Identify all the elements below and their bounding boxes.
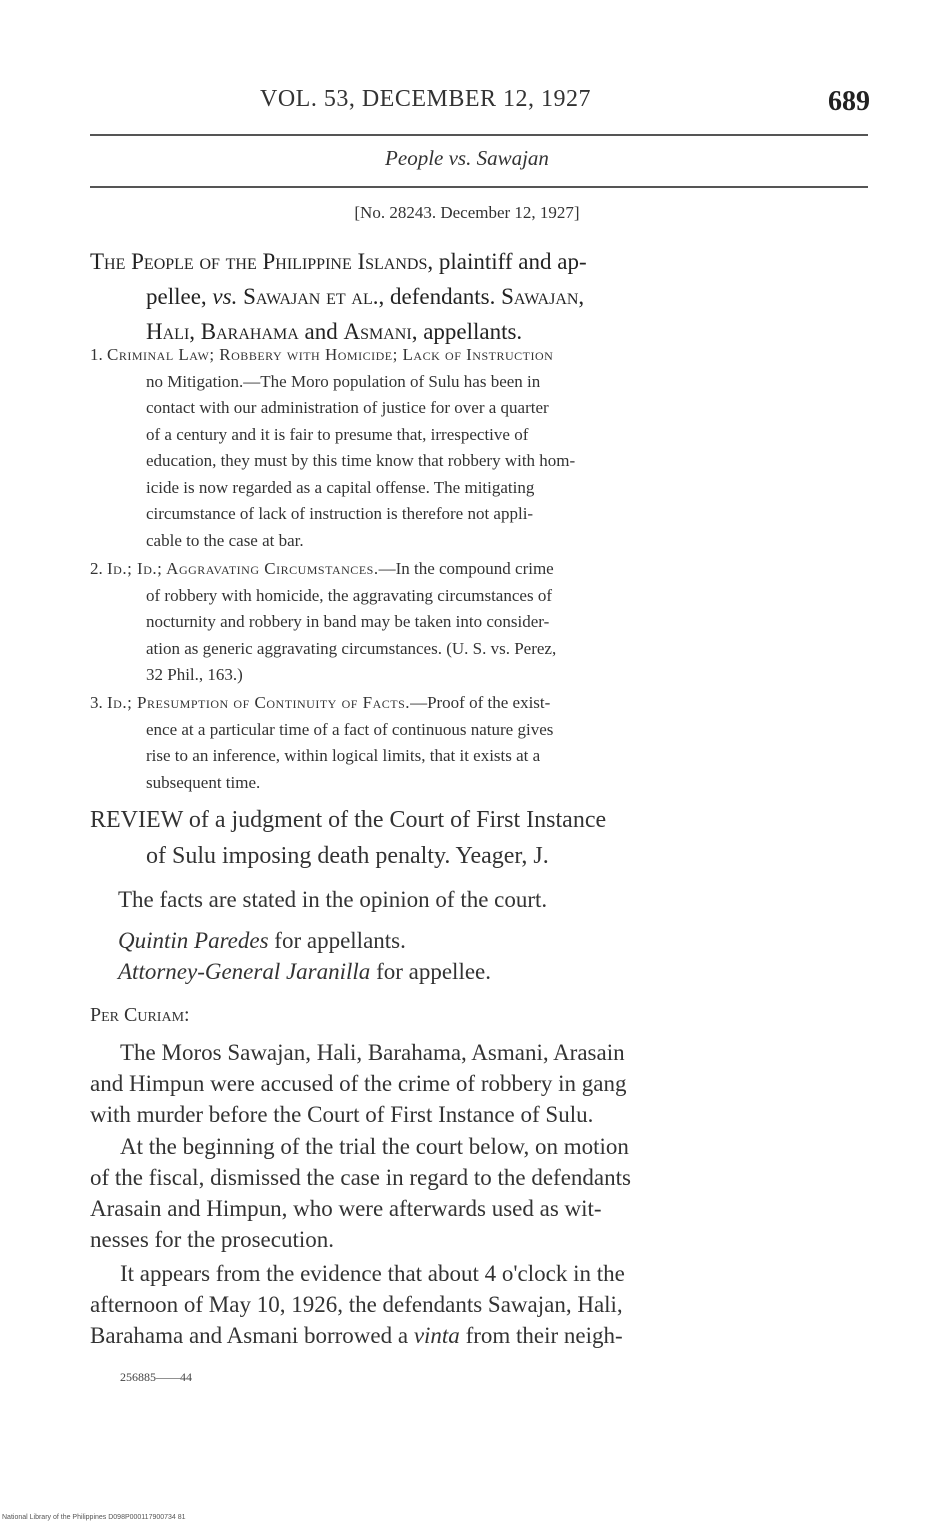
syllabus-number: 2. xyxy=(90,559,107,578)
syllabus-heading: Criminal Law; Robbery with Homicide; Lack of Instruction xyxy=(107,345,554,364)
syllabus-line: nocturnity and robbery in band may be taken into consider- xyxy=(146,612,550,631)
party-role: , appellants. xyxy=(411,319,523,344)
parties-line-2 xyxy=(90,279,870,314)
review-line-1: REVIEW of a judgment of the Court of First Instance xyxy=(90,807,607,833)
party-role: and xyxy=(298,319,344,344)
parties-line-1 xyxy=(90,244,870,279)
syllabus-line: subsequent time. xyxy=(146,772,261,792)
syllabus-heading: Id.; Presumption of Continuity of Facts. xyxy=(107,693,411,712)
paragraph-line xyxy=(90,1320,870,1351)
paragraph-line: with murder before the Court of First Instance of Sulu. xyxy=(90,1102,594,1127)
syllabus-head-line xyxy=(90,690,868,717)
syllabus-line: 32 Phil., 163.) xyxy=(146,665,243,684)
review-line-2: of Sulu imposing death penalty. Yeager, J. xyxy=(146,843,549,869)
counsel-name: Attorney-General Jaranilla xyxy=(118,959,371,984)
counsel-block xyxy=(118,925,878,987)
per-curiam-heading: Per Curiam: xyxy=(90,1004,190,1026)
docket-number: [No. 28243. December 12, 1927] xyxy=(354,203,580,222)
counsel-appellee xyxy=(118,956,878,987)
party-role: , defendants. xyxy=(378,284,502,309)
syllabus-line: ation as generic aggravating circumstances. (U. S. vs. Perez, xyxy=(146,638,557,658)
party-role: , plaintiff and ap- xyxy=(427,249,587,274)
syllabus-line: ence at a particular time of a fact of continuous nature gives xyxy=(146,719,554,739)
syllabus-text: —Proof of the exist- xyxy=(410,693,551,712)
party-appellant: Sawajan, xyxy=(501,284,585,309)
counsel-role: for appellants. xyxy=(268,928,406,953)
page-number: 689 xyxy=(828,86,870,117)
syllabus-line: circumstance of lack of instruction is therefore not appli- xyxy=(146,504,534,523)
paragraph-line: afternoon of May 10, 1926, the defendants Sawajan, Hali, xyxy=(90,1292,623,1317)
paragraph-3 xyxy=(90,1258,870,1351)
facts-statement: The facts are stated in the opinion of the court. xyxy=(118,887,548,912)
paragraph-line: and Himpun were accused of the crime of robbery in gang xyxy=(90,1071,627,1096)
syllabus-line: of robbery with homicide, the aggravating circumstances of xyxy=(146,585,552,605)
syllabus-line: education, they must by this time know that robbery with hom- xyxy=(146,451,576,470)
counsel-appellants xyxy=(118,925,878,956)
paragraph-line: of the fiscal, dismissed the case in regard to the defendants xyxy=(90,1165,631,1190)
syllabus-text: —In the compound crime xyxy=(378,559,554,578)
footer-code: 256885——44 xyxy=(120,1370,192,1384)
syllabus-line: icide is now regarded as a capital offense. The mitigating xyxy=(146,477,535,497)
counsel-role: for appellee. xyxy=(370,959,491,984)
counsel-name: Quintin Paredes xyxy=(118,928,269,953)
paragraph-line: The Moros Sawajan, Hali, Barahama, Asmani, Arasain xyxy=(120,1040,625,1065)
party-defendants: Sawajan et al. xyxy=(237,284,379,309)
syllabus-head-line xyxy=(90,342,868,369)
paragraph-italic: vinta xyxy=(413,1323,460,1348)
party-plaintiff: The People of the Philippine Islands xyxy=(90,249,428,274)
syllabus-line: cable to the case at bar. xyxy=(146,530,304,550)
paragraph-1 xyxy=(90,1037,870,1130)
title-rule xyxy=(90,186,868,188)
syllabus-line: of a century and it is fair to presume that, irrespective of xyxy=(146,424,529,444)
party-appellant: Asmani xyxy=(343,319,412,344)
paragraph-text: Barahama and Asmani borrowed a xyxy=(90,1323,414,1348)
syllabus-number: 1. xyxy=(90,345,107,364)
syllabus-number: 3. xyxy=(90,693,107,712)
paragraph-2 xyxy=(90,1131,870,1255)
scan-stamp: National Library of the Philippines D098P000117900734 81 xyxy=(2,1514,186,1521)
paragraph-text: from their neigh- xyxy=(459,1323,623,1348)
page-header xyxy=(90,86,870,136)
syllabus-item-3 xyxy=(90,690,868,796)
party-role: pellee, xyxy=(146,284,213,309)
party-appellant: Hali, Barahama xyxy=(146,319,299,344)
volume-line: VOL. 53, DECEMBER 12, 1927 xyxy=(260,86,591,112)
syllabus-line: contact with our administration of justice for over a quarter xyxy=(146,398,549,417)
versus: vs. xyxy=(212,284,238,309)
syllabus-line: no Mitigation.—The Moro population of Sulu has been in xyxy=(146,371,541,391)
paragraph-line: It appears from the evidence that about 4 o'clock in the xyxy=(120,1261,625,1286)
running-title: People vs. Sawajan xyxy=(385,146,549,170)
paragraph-line: nesses for the prosecution. xyxy=(90,1227,334,1252)
syllabus-item-2 xyxy=(90,556,868,689)
syllabus-heading: Id.; Id.; Aggravating Circumstances. xyxy=(107,559,379,578)
header-rule xyxy=(90,134,868,136)
paragraph-line: Arasain and Himpun, who were afterwards used as wit- xyxy=(90,1196,602,1221)
paragraph-line: At the beginning of the trial the court below, on motion xyxy=(120,1134,629,1159)
syllabus-item-1 xyxy=(90,342,868,554)
syllabus-head-line xyxy=(90,556,868,583)
case-parties xyxy=(90,244,870,349)
review-statement xyxy=(90,802,868,874)
syllabus-line: rise to an inference, within logical limits, that it exists at a xyxy=(146,746,541,765)
